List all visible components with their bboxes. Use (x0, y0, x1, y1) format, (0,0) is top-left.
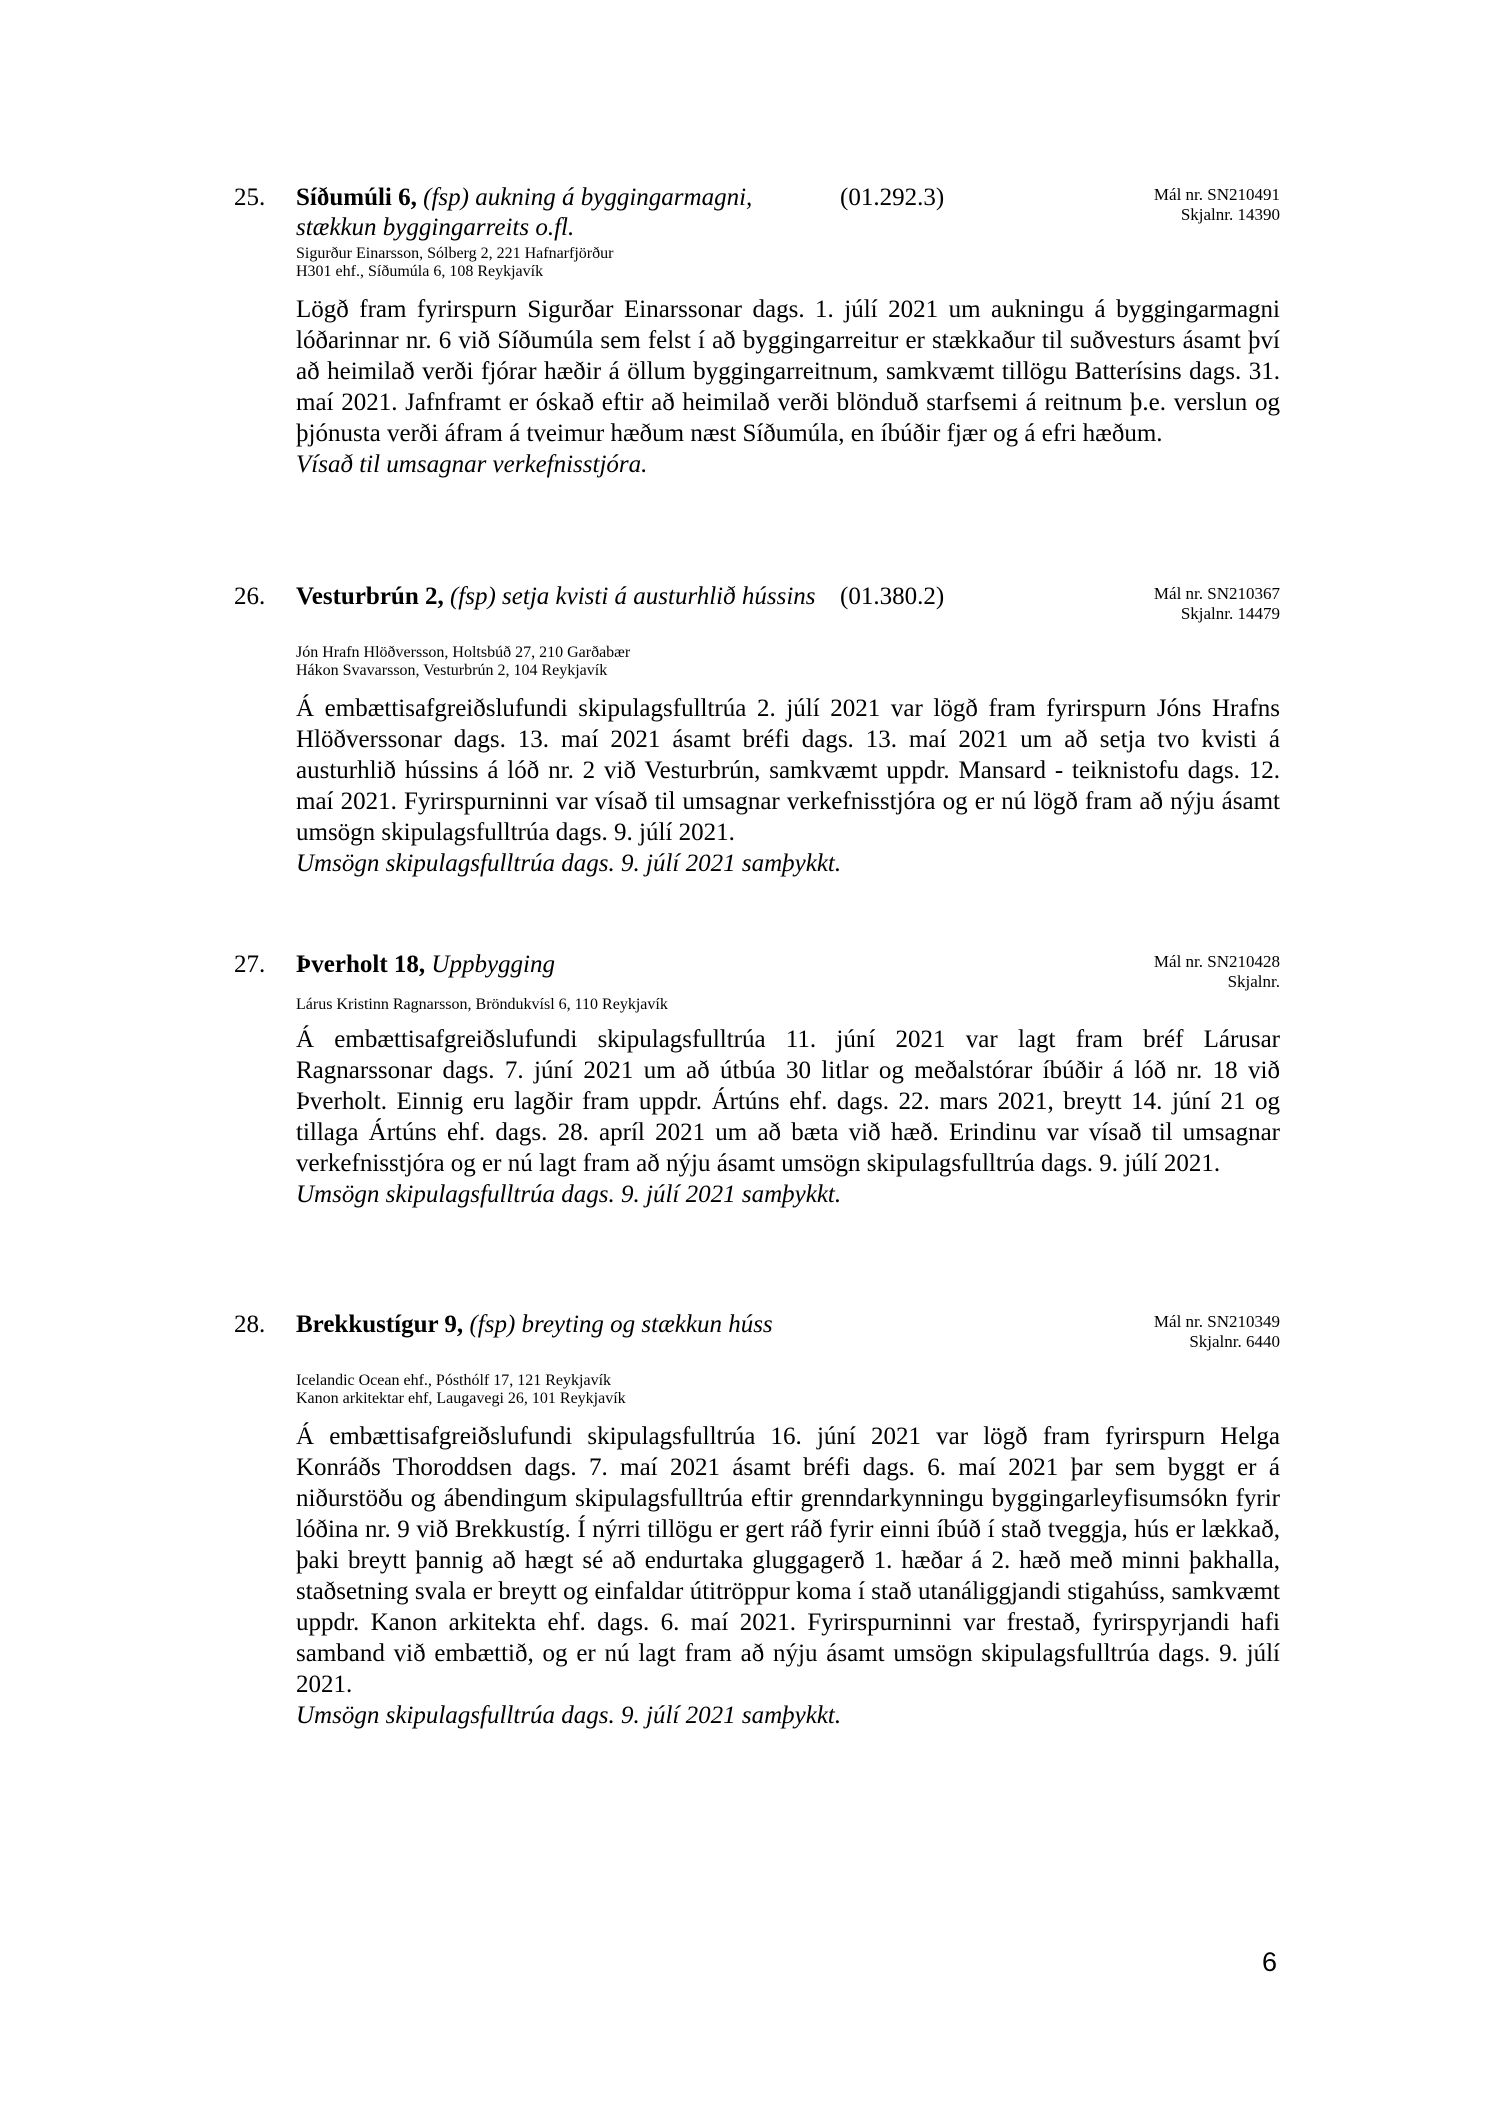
item-number: 28. (234, 1311, 266, 1338)
item-subject: (fsp) aukning á byggingarmagni, stækkun byggingarreits o.fl. (296, 184, 753, 241)
item-title (296, 582, 831, 612)
item-number: 26. (234, 583, 266, 610)
party-line: Lárus Kristinn Ragnarsson, Bröndukvísl 6, 110 Reykjavík (296, 996, 668, 1013)
case-number: Mál nr. SN210349 (1153, 1312, 1280, 1331)
item-land-code: (01.380.2) (840, 583, 945, 610)
item-case-meta (1154, 185, 1280, 225)
item-body (296, 1421, 1280, 1731)
item-subject: (fsp) setja kvisti á austurhlið hússins (449, 583, 816, 610)
item-parties (296, 996, 668, 1014)
item-address: Vesturbrún 2, (296, 583, 444, 610)
item-description: Á embættisafgreiðslufundi skipulagsfulltrúa 11. júní 2021 var lagt fram bréf Lárusar Ragnarssonar dags. 7. júní 2021 um að útbúa 30 litlar og meðalstórar íbúðir á lóð nr. 18 við Þverholt. Einnig eru lagðir fram uppdr. Ártúns ehf. dags. 22. mars 2021, breytt 14. júní 21 og tillaga Ártúns ehf. dags. 28. apríl 2021 um að bæta við hæð. Erindinu var vísað til umsagnar verkefnisstjóra og er nú lagt fram að nýju ásamt umsögn skipulagsfulltrúa dags. 9. júlí 2021. (296, 1026, 1280, 1177)
item-title (296, 950, 831, 980)
file-number: Skjalnr. 14479 (1180, 604, 1280, 623)
case-number: Mál nr. SN210491 (1153, 185, 1280, 204)
item-verdict: Vísað til umsagnar verkefnisstjóra. (296, 451, 648, 478)
item-description: Á embættisafgreiðslufundi skipulagsfulltrúa 16. júní 2021 var lögð fram fyrirspurn Helga Konráðs Thoroddsen dags. 7. maí 2021 ásamt bréfi dags. 6. maí 2021 þar sem byggt er á niðurstöðu og ábendingum skipulagsfulltrúa eftir grenndarkynningu byggingarleyfisumsókn fyrir lóðina nr. 9 við Brekkustíg. Í nýrri tillögu er gert ráð fyrir einni íbúð í stað tveggja, hús er lækkað, þaki breytt þannig að hægt sé að endurtaka gluggagerð 1. hæðar á 2. hæð með minni þakhalla, staðsetning svala er breytt og einfaldar útitröppur koma í stað utanáliggjandi stigahúss, samkvæmt uppdr. Kanon arkitekta ehf. dags. 6. maí 2021. Fyrirspurninni var frestað, fyrirspyrjandi hafi samband við embættið, og er nú lagt fram að nýju ásamt umsögn skipulagsfulltrúa dags. 9. júlí 2021. (296, 1423, 1280, 1698)
party-line: Icelandic Ocean ehf., Pósthólf 17, 121 Reykjavík (296, 1372, 612, 1389)
item-body (296, 294, 1280, 480)
item-body (296, 693, 1280, 879)
party-line: Hákon Svavarsson, Vesturbrún 2, 104 Reykjavík (296, 662, 608, 679)
item-case-meta (1154, 952, 1280, 992)
item-subject: Uppbygging (431, 951, 555, 978)
party-line: Kanon arkitektar ehf, Laugavegi 26, 101 Reykjavík (296, 1390, 626, 1407)
item-parties (296, 1372, 626, 1408)
party-line: Sigurður Einarsson, Sólberg 2, 221 Hafnarfjörður (296, 245, 614, 262)
file-number: Skjalnr. 14390 (1180, 205, 1280, 224)
item-land-code: (01.292.3) (840, 184, 945, 211)
item-body (296, 1024, 1280, 1210)
file-number: Skjalnr. (1227, 972, 1280, 991)
item-verdict: Umsögn skipulagsfulltrúa dags. 9. júlí 2021 samþykkt. (296, 850, 842, 877)
party-line: H301 ehf., Síðumúla 6, 108 Reykjavík (296, 263, 544, 280)
item-subject: (fsp) breyting og stækkun húss (469, 1311, 773, 1338)
item-case-meta (1154, 1312, 1280, 1352)
party-line: Jón Hrafn Hlöðversson, Holtsbúð 27, 210 Garðabær (296, 644, 631, 661)
item-description: Lögð fram fyrirspurn Sigurðar Einarssonar dags. 1. júlí 2021 um aukningu á byggingarmagni lóðarinnar nr. 6 við Síðumúla sem felst í að byggingarreitur er stækkaður til suðvesturs ásamt því að heimilað verði fjórar hæðir á öllum byggingarreitnum, samkvæmt tillögu Batterísins dags. 31. maí 2021. Jafnframt er óskað eftir að heimilað verði blönduð starfsemi á reitnum þ.e. verslun og þjónusta verði áfram á tveimur hæðum næst Síðumúla, en íbúðir fjær og á efri hæðum. (296, 296, 1280, 447)
item-parties (296, 245, 613, 281)
item-number: 27. (234, 951, 266, 978)
item-verdict: Umsögn skipulagsfulltrúa dags. 9. júlí 2021 samþykkt. (296, 1702, 842, 1729)
case-number: Mál nr. SN210428 (1153, 952, 1280, 971)
item-parties (296, 644, 630, 680)
file-number: Skjalnr. 6440 (1189, 1332, 1280, 1351)
item-verdict: Umsögn skipulagsfulltrúa dags. 9. júlí 2021 samþykkt. (296, 1181, 842, 1208)
page-number: 6 (1262, 1947, 1278, 1977)
item-title (296, 183, 831, 243)
item-case-meta (1154, 584, 1280, 624)
item-title (296, 1310, 816, 1340)
item-number: 25. (234, 184, 266, 211)
case-number: Mál nr. SN210367 (1153, 584, 1280, 603)
item-address: Síðumúli 6, (296, 184, 417, 211)
item-address: Þverholt 18, (296, 951, 426, 978)
item-description: Á embættisafgreiðslufundi skipulagsfulltrúa 2. júlí 2021 var lögð fram fyrirspurn Jóns Hrafns Hlöðverssonar dags. 13. maí 2021 ásamt bréfi dags. 13. maí 2021 um að setja tvo kvisti á austurhlið hússins á lóð nr. 2 við Vesturbrún, samkvæmt uppdr. Mansard - teiknistofu dags. 12. maí 2021. Fyrirspurninni var vísað til umsagnar verkefnisstjóra og er nú lögð fram að nýju ásamt umsögn skipulagsfulltrúa dags. 9. júlí 2021. (296, 695, 1280, 846)
item-address: Brekkustígur 9, (296, 1311, 464, 1338)
